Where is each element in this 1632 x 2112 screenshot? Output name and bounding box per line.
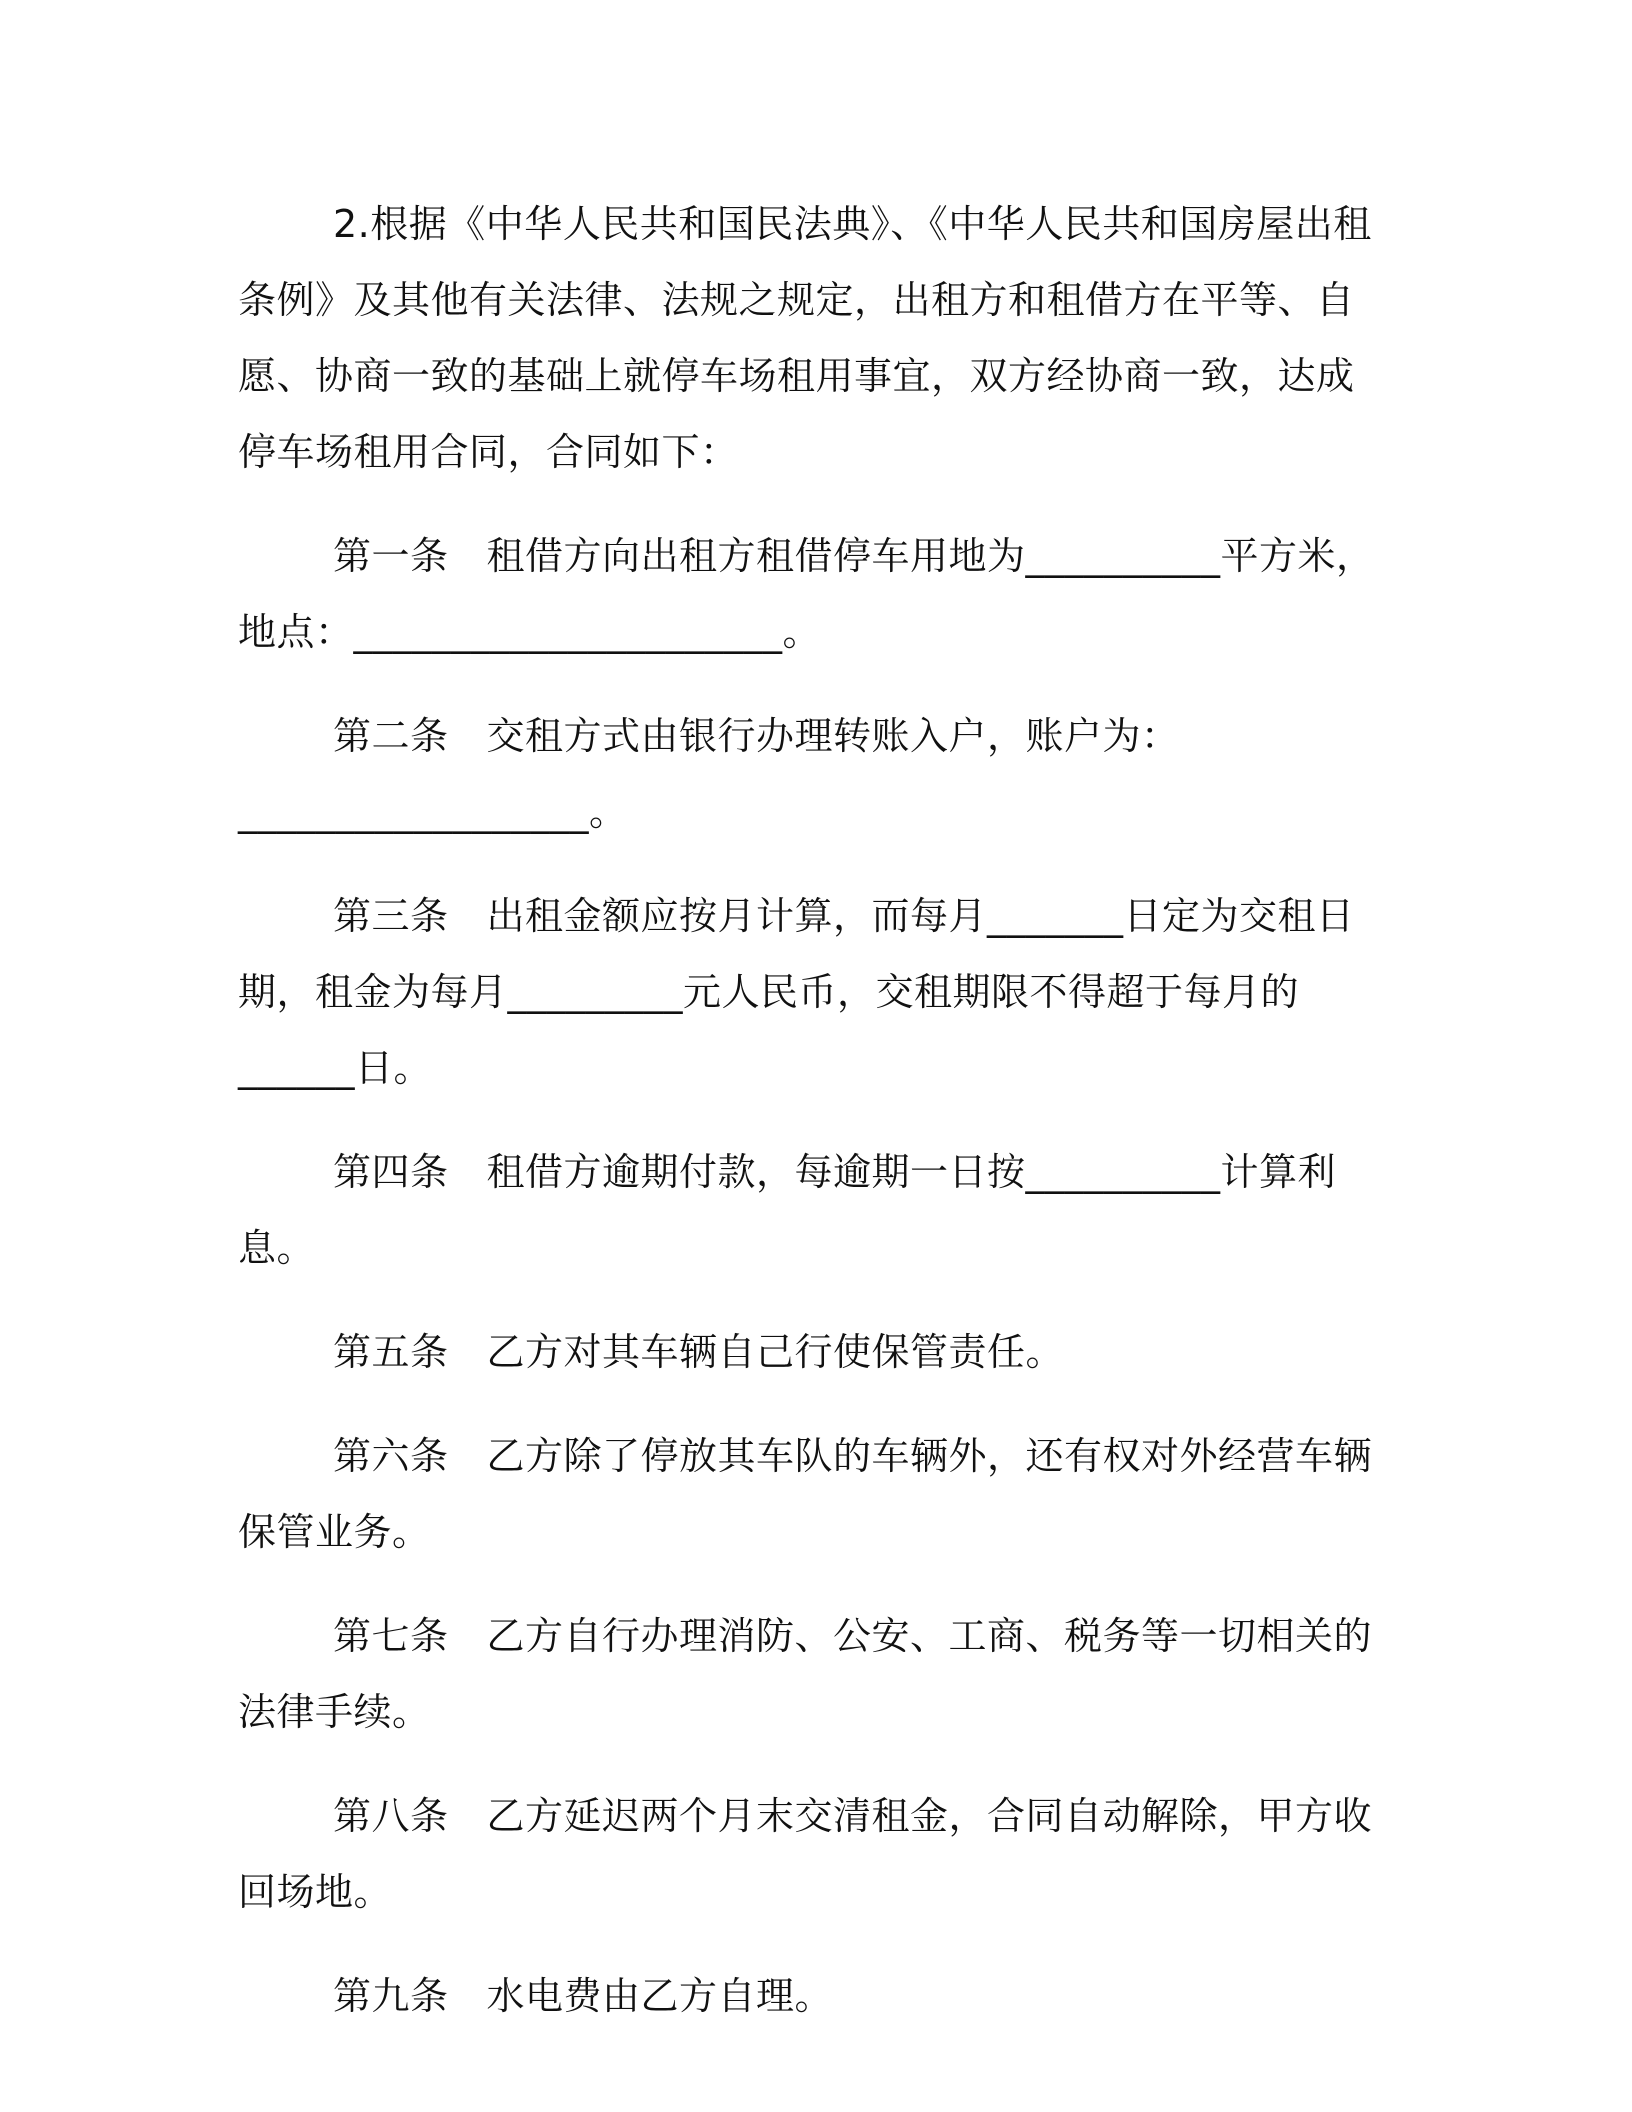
- article-text: 乙方除了停放其车队的车辆外，还有权对外经营车辆保管业务。: [238, 1434, 1373, 1554]
- article-4: [238, 1134, 1378, 1286]
- article-number: 第六条: [333, 1434, 449, 1478]
- article-6: [238, 1418, 1378, 1570]
- article-number: 第四条: [333, 1150, 449, 1194]
- article-text: 日定为交租日期，租金为每月: [238, 894, 1355, 1014]
- article-7: [238, 1598, 1378, 1750]
- rent-amount-blank: _________: [507, 970, 684, 1014]
- article-text: 元人民币，交租期限不得超于每月的: [683, 970, 1300, 1014]
- area-blank: __________: [1025, 534, 1221, 578]
- article-5: [238, 1314, 1378, 1390]
- deadline-day-blank: ______: [238, 1046, 355, 1090]
- article-text: 租借方向出租方租借停车用地为: [486, 534, 1026, 578]
- article-3: [238, 878, 1378, 1106]
- article-number: 第一条: [333, 534, 449, 578]
- article-number: 第八条: [333, 1794, 449, 1838]
- intro-paragraph: 2.根据《中华人民共和国民法典》、《中华人民共和国房屋出租条例》及其他有关法律、法规之规定，出租方和租借方在平等、自愿、协商一致的基础上就停车场租用事宜，双方经协商一致，达成停车场租用合同，合同如下：: [238, 202, 1372, 474]
- location-blank: ______________________: [353, 610, 783, 654]
- pay-day-blank: _______: [987, 894, 1124, 938]
- article-number: 第九条: [333, 1974, 449, 2018]
- article-text: 乙方自行办理消防、公安、工商、税务等一切相关的法律手续。: [238, 1614, 1373, 1734]
- article-text: 。: [782, 610, 822, 654]
- article-number: 第五条: [333, 1330, 449, 1374]
- article-text: 出租金额应按月计算，而每月: [486, 894, 988, 938]
- article-8: [238, 1778, 1378, 1930]
- article-text: 平方米，地点：: [238, 534, 1375, 654]
- article-text: 计算利息。: [238, 1150, 1337, 1270]
- article-number: 第七条: [333, 1614, 449, 1658]
- account-blank: __________________: [238, 790, 589, 834]
- article-text: 。: [589, 790, 628, 834]
- article-text: 租借方逾期付款，每逾期一日按: [486, 1150, 1026, 1194]
- article-text: 交租方式由银行办理转账入户，账户为：: [486, 714, 1180, 758]
- article-text: 乙方对其车辆自己行使保管责任。: [486, 1330, 1065, 1374]
- article-number: 第二条: [333, 714, 449, 758]
- article-text: 乙方延迟两个月末交清租金，合同自动解除，甲方收回场地。: [238, 1794, 1373, 1914]
- interest-blank: __________: [1025, 1150, 1221, 1194]
- article-9: [238, 1958, 1378, 2034]
- article-1: [238, 518, 1378, 670]
- article-2: [238, 698, 1378, 850]
- article-text: 日。: [355, 1046, 433, 1090]
- document-body: [238, 186, 1378, 2034]
- article-number: 第三条: [333, 894, 449, 938]
- article-text: 水电费由乙方自理。: [486, 1974, 834, 2018]
